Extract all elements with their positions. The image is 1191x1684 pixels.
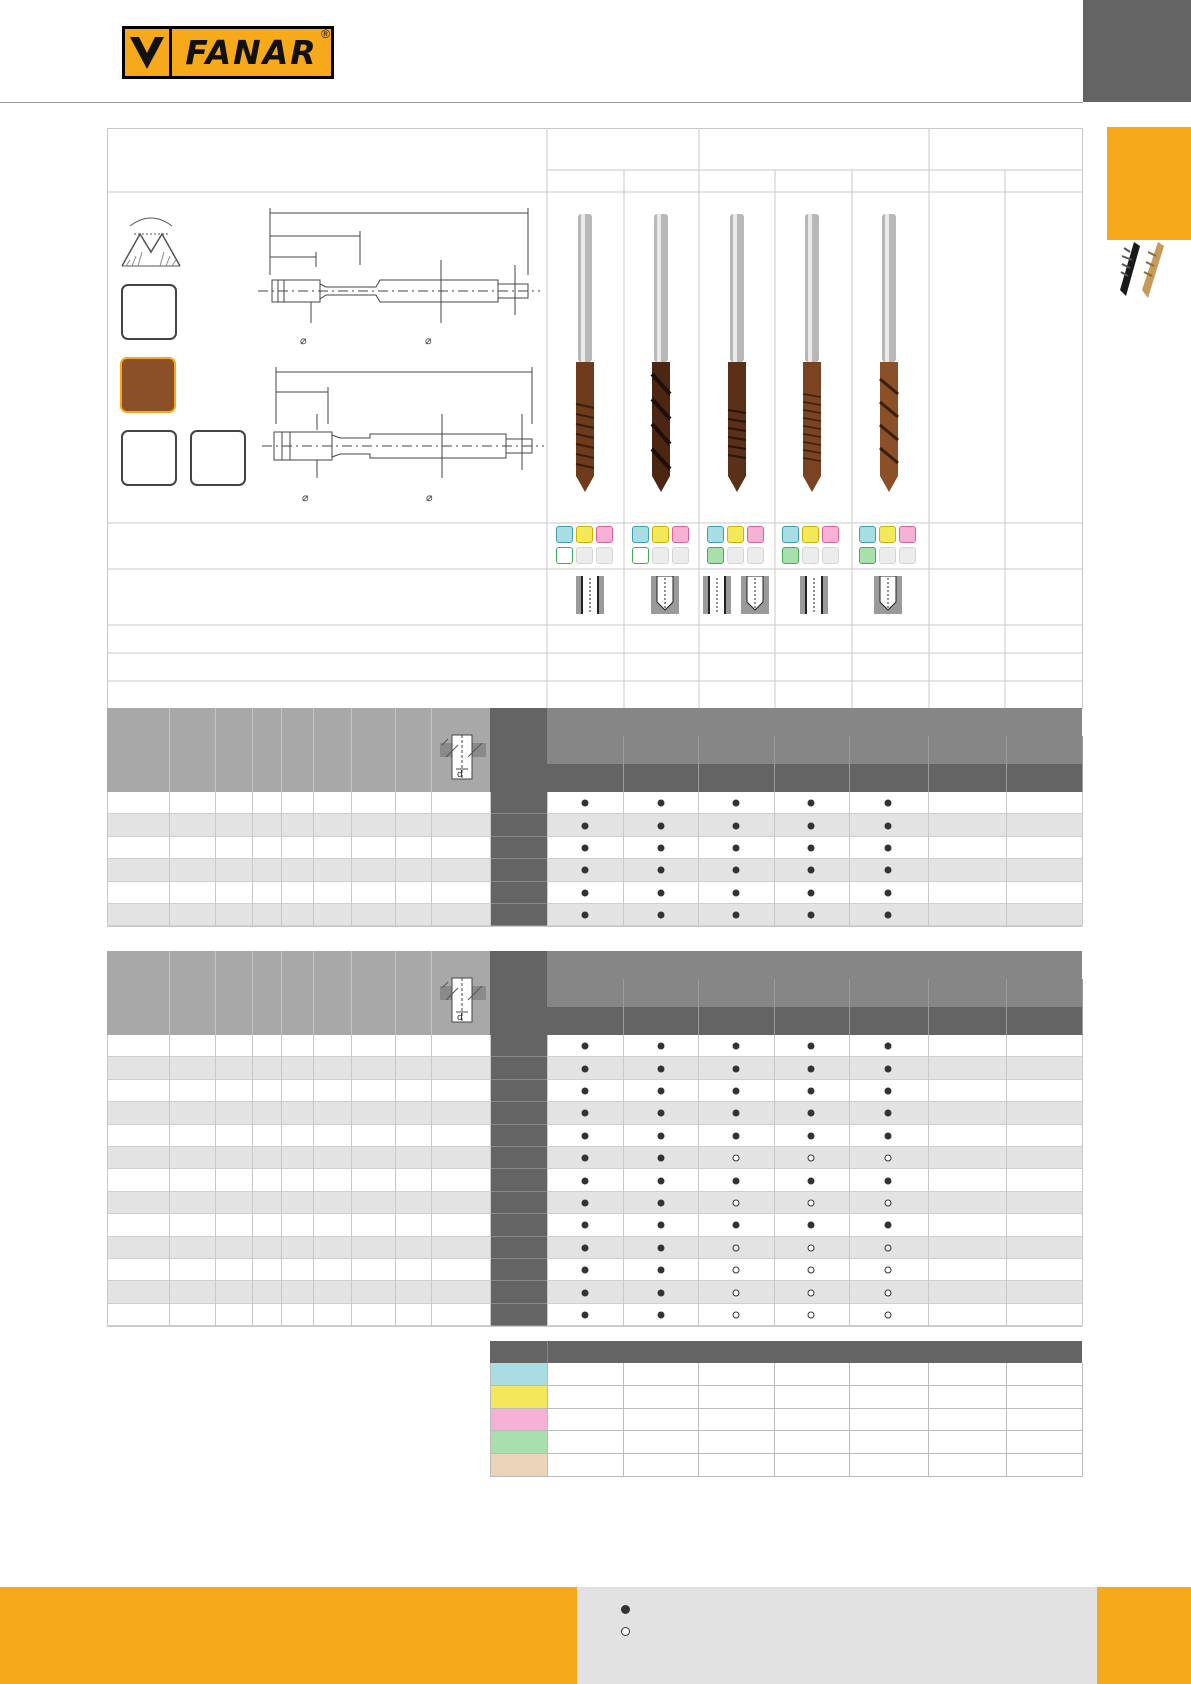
column-divider bbox=[169, 792, 170, 926]
availability-stock-icon bbox=[808, 1177, 815, 1184]
material-swatch-pink bbox=[596, 526, 613, 543]
availability-on-request-icon bbox=[808, 1200, 815, 1207]
column-divider bbox=[1082, 1035, 1083, 1326]
material-swatch-grey bbox=[596, 547, 613, 564]
table-row bbox=[107, 1102, 1082, 1124]
legend-color-green bbox=[490, 1431, 547, 1454]
availability-stock-icon bbox=[658, 1110, 665, 1117]
availability-stock-icon bbox=[658, 1177, 665, 1184]
row-size-cell bbox=[490, 1035, 547, 1057]
header-divider bbox=[774, 979, 775, 1035]
column-divider bbox=[107, 1035, 108, 1326]
material-swatch-yellow bbox=[576, 526, 593, 543]
column-divider bbox=[281, 792, 282, 926]
availability-stock-icon bbox=[885, 1177, 892, 1184]
header-divider bbox=[698, 736, 699, 792]
availability-stock-icon bbox=[733, 1110, 740, 1117]
availability-stock-icon bbox=[582, 1312, 589, 1319]
material-swatch-yellow bbox=[879, 526, 896, 543]
header-divider bbox=[849, 736, 850, 792]
header-divider bbox=[215, 708, 216, 792]
availability-stock-icon bbox=[658, 1043, 665, 1050]
availability-stock-icon bbox=[808, 889, 815, 896]
tap-image-1 bbox=[570, 214, 600, 496]
column-divider bbox=[169, 1035, 170, 1326]
availability-stock-icon bbox=[885, 800, 892, 807]
column-divider bbox=[215, 1035, 216, 1326]
availability-stock-icon bbox=[885, 1222, 892, 1229]
availability-stock-icon bbox=[582, 889, 589, 896]
availability-stock-icon bbox=[733, 1222, 740, 1229]
availability-stock-icon bbox=[808, 1222, 815, 1229]
column-divider bbox=[623, 792, 624, 926]
material-swatch-grey bbox=[899, 547, 916, 564]
tap-drawing-din376 bbox=[262, 364, 552, 510]
table-row bbox=[107, 1169, 1082, 1191]
column-divider bbox=[1006, 792, 1007, 926]
legend-row bbox=[547, 1454, 1082, 1477]
availability-stock-icon bbox=[885, 1132, 892, 1139]
material-swatch-blue bbox=[707, 526, 724, 543]
header-divider bbox=[252, 708, 253, 792]
footer-left-band bbox=[0, 1587, 577, 1684]
material-swatch-yellow bbox=[802, 526, 819, 543]
coating-swatch bbox=[120, 357, 176, 413]
header-divider bbox=[928, 979, 929, 1035]
availability-stock-icon bbox=[733, 889, 740, 896]
through-hole-icon bbox=[800, 576, 828, 614]
logo-wordmark: FANAR bbox=[172, 29, 331, 76]
thread-profile-icon bbox=[120, 212, 182, 270]
availability-stock-icon bbox=[808, 800, 815, 807]
column-divider bbox=[313, 792, 314, 926]
blind-hole-icon bbox=[651, 576, 679, 614]
availability-on-request-icon bbox=[885, 1267, 892, 1274]
legend-divider bbox=[490, 1363, 491, 1477]
availability-on-request-icon bbox=[733, 1200, 740, 1207]
column-divider bbox=[547, 1035, 548, 1326]
availability-stock-icon bbox=[885, 822, 892, 829]
tap-image-5 bbox=[874, 214, 904, 496]
row-size-cell bbox=[490, 1125, 547, 1147]
svg-text:⌀: ⌀ bbox=[300, 334, 307, 347]
legend-color-pink bbox=[490, 1409, 547, 1432]
availability-stock-icon bbox=[733, 1132, 740, 1139]
header-divider bbox=[351, 951, 352, 1035]
material-swatch-grey bbox=[879, 547, 896, 564]
column-divider bbox=[1006, 1035, 1007, 1326]
column-divider bbox=[774, 1035, 775, 1326]
availability-on-request-icon bbox=[808, 1155, 815, 1162]
availability-on-request-icon bbox=[885, 1155, 892, 1162]
row-size-cell bbox=[490, 1169, 547, 1191]
column-divider bbox=[849, 1035, 850, 1326]
material-swatch-grey bbox=[747, 547, 764, 564]
table-row bbox=[107, 1125, 1082, 1147]
availability-stock-icon bbox=[582, 1132, 589, 1139]
header-divider bbox=[928, 736, 929, 792]
material-swatch-pink bbox=[747, 526, 764, 543]
header-divider bbox=[395, 708, 396, 792]
tolerance-box bbox=[121, 430, 177, 486]
header-divider bbox=[215, 951, 216, 1035]
availability-stock-icon bbox=[658, 1244, 665, 1251]
row-size-cell bbox=[490, 1147, 547, 1169]
legend-divider bbox=[623, 1363, 624, 1477]
through-hole-icon bbox=[576, 576, 604, 614]
tool-group-header bbox=[928, 951, 1082, 979]
header-divider bbox=[774, 736, 775, 792]
svg-text:⌀: ⌀ bbox=[426, 491, 433, 504]
legend-divider bbox=[849, 1363, 850, 1477]
tool-group-header bbox=[547, 708, 928, 736]
availability-stock-icon bbox=[582, 1267, 589, 1274]
availability-on-request-icon bbox=[733, 1312, 740, 1319]
availability-stock-icon bbox=[582, 845, 589, 852]
header-divider bbox=[849, 979, 850, 1035]
column-divider bbox=[252, 792, 253, 926]
availability-stock-icon bbox=[658, 889, 665, 896]
column-divider bbox=[313, 1035, 314, 1326]
availability-stock-icon bbox=[808, 845, 815, 852]
availability-on-request-icon bbox=[808, 1267, 815, 1274]
legend-divider bbox=[1006, 1363, 1007, 1477]
header-divider bbox=[623, 736, 624, 792]
header-divider bbox=[169, 951, 170, 1035]
availability-stock-icon bbox=[582, 1088, 589, 1095]
availability-stock-icon bbox=[582, 1200, 589, 1207]
legend-row bbox=[547, 1431, 1082, 1454]
legend-divider bbox=[547, 1363, 548, 1477]
logo-mark-icon bbox=[125, 29, 169, 76]
column-divider bbox=[774, 792, 775, 926]
column-divider bbox=[623, 1035, 624, 1326]
availability-stock-icon bbox=[808, 1088, 815, 1095]
tap-image-2 bbox=[646, 214, 676, 496]
tool-subheader bbox=[547, 979, 1082, 1007]
row-size-cell bbox=[490, 1192, 547, 1214]
taps-thumbnail-icon bbox=[1110, 240, 1191, 302]
legend-color-beige bbox=[490, 1454, 547, 1477]
table-row bbox=[107, 1147, 1082, 1169]
table-row bbox=[107, 837, 1082, 859]
brand-logo bbox=[122, 26, 334, 79]
availability-stock-icon bbox=[733, 1088, 740, 1095]
availability-stock-icon bbox=[582, 1289, 589, 1296]
availability-stock-icon bbox=[808, 1065, 815, 1072]
availability-stock-icon bbox=[582, 1065, 589, 1072]
row-size-cell bbox=[490, 1304, 547, 1326]
availability-stock-icon bbox=[658, 1289, 665, 1296]
availability-stock-icon bbox=[582, 1177, 589, 1184]
material-swatch-grey bbox=[652, 547, 669, 564]
header-divider bbox=[313, 951, 314, 1035]
table-bottom-border bbox=[107, 1326, 1082, 1327]
legend-row bbox=[547, 1409, 1082, 1432]
header-divider bbox=[1082, 979, 1083, 1035]
row-size-cell bbox=[490, 1281, 547, 1303]
column-divider bbox=[1082, 792, 1083, 926]
availability-on-request-icon bbox=[885, 1244, 892, 1251]
availability-on-request-icon bbox=[885, 1312, 892, 1319]
column-divider bbox=[395, 792, 396, 926]
material-swatch-white bbox=[556, 547, 573, 564]
row-size-cell bbox=[490, 1102, 547, 1124]
availability-stock-icon bbox=[658, 845, 665, 852]
availability-stock-icon bbox=[808, 912, 815, 919]
table-row bbox=[107, 859, 1082, 881]
header-divider bbox=[1082, 736, 1083, 792]
tap-image-4 bbox=[797, 214, 827, 496]
header-divider bbox=[431, 708, 432, 792]
column-divider bbox=[698, 1035, 699, 1326]
availability-stock-icon bbox=[582, 1110, 589, 1117]
availability-on-request-icon bbox=[733, 1289, 740, 1296]
legend-row bbox=[547, 1386, 1082, 1409]
legend-divider bbox=[774, 1363, 775, 1477]
page-corner-block bbox=[1083, 0, 1191, 102]
material-swatch-blue bbox=[556, 526, 573, 543]
material-swatch-pink bbox=[822, 526, 839, 543]
empty-circle-icon bbox=[621, 1627, 630, 1636]
availability-on-request-icon bbox=[885, 1289, 892, 1296]
legend-divider bbox=[698, 1363, 699, 1477]
material-swatch-grey bbox=[802, 547, 819, 564]
material-swatch-green bbox=[707, 547, 724, 564]
availability-stock-icon bbox=[808, 1110, 815, 1117]
availability-on-request-icon bbox=[808, 1312, 815, 1319]
header-divider bbox=[1006, 736, 1007, 792]
table-bottom-border bbox=[107, 926, 1082, 927]
table-row bbox=[107, 1259, 1082, 1281]
table-row bbox=[107, 1080, 1082, 1102]
availability-stock-icon bbox=[733, 867, 740, 874]
column-divider bbox=[490, 792, 491, 926]
material-swatch-blue bbox=[859, 526, 876, 543]
column-divider bbox=[215, 792, 216, 926]
tool-group-header bbox=[928, 708, 1082, 736]
column-divider bbox=[395, 1035, 396, 1326]
availability-stock-icon bbox=[582, 1043, 589, 1050]
availability-stock-icon bbox=[885, 845, 892, 852]
material-swatch-yellow bbox=[652, 526, 669, 543]
blind-hole-icon bbox=[874, 576, 902, 614]
availability-stock-icon bbox=[582, 1222, 589, 1229]
table-row bbox=[107, 1035, 1082, 1057]
availability-stock-icon bbox=[808, 1132, 815, 1139]
row-size-cell bbox=[490, 859, 547, 881]
availability-on-request-icon bbox=[733, 1155, 740, 1162]
availability-stock-icon bbox=[582, 1155, 589, 1162]
availability-stock-icon bbox=[658, 1222, 665, 1229]
material-swatch-white bbox=[632, 547, 649, 564]
header-divider bbox=[281, 708, 282, 792]
tap-drawing-din371 bbox=[258, 205, 548, 355]
column-divider bbox=[351, 1035, 352, 1326]
material-swatch-green bbox=[859, 547, 876, 564]
legend-color-yellow bbox=[490, 1386, 547, 1409]
availability-stock-icon bbox=[733, 800, 740, 807]
material-swatch-grey bbox=[727, 547, 744, 564]
table-header bbox=[107, 951, 490, 1035]
header-divider bbox=[431, 951, 432, 1035]
availability-stock-icon bbox=[885, 1065, 892, 1072]
header-divider bbox=[698, 979, 699, 1035]
header-divider bbox=[395, 951, 396, 1035]
row-size-cell bbox=[490, 1057, 547, 1079]
availability-stock-icon bbox=[658, 1200, 665, 1207]
availability-stock-icon bbox=[733, 1043, 740, 1050]
availability-stock-icon bbox=[733, 1177, 740, 1184]
header-divider bbox=[351, 708, 352, 792]
availability-stock-icon bbox=[582, 912, 589, 919]
svg-text:d: d bbox=[457, 770, 463, 780]
legend-divider bbox=[928, 1363, 929, 1477]
footer-legend-panel bbox=[577, 1587, 1097, 1684]
availability-stock-icon bbox=[658, 1267, 665, 1274]
availability-stock-icon bbox=[733, 822, 740, 829]
header-divider bbox=[623, 979, 624, 1035]
row-size-cell bbox=[490, 814, 547, 836]
column-divider bbox=[431, 1035, 432, 1326]
material-swatch-blue bbox=[632, 526, 649, 543]
header-divider bbox=[169, 708, 170, 792]
table-row bbox=[107, 1192, 1082, 1214]
header-divider bbox=[1006, 979, 1007, 1035]
row-size-cell bbox=[490, 904, 547, 926]
table-row bbox=[107, 1237, 1082, 1259]
row-size-cell bbox=[490, 1259, 547, 1281]
column-divider bbox=[107, 792, 108, 926]
availability-stock-icon bbox=[733, 845, 740, 852]
material-box bbox=[121, 284, 177, 340]
column-divider bbox=[431, 792, 432, 926]
availability-stock-icon bbox=[733, 1065, 740, 1072]
availability-on-request-icon bbox=[885, 1200, 892, 1207]
column-divider bbox=[490, 1035, 491, 1326]
svg-text:⌀: ⌀ bbox=[425, 334, 432, 347]
tapping-depth-icon bbox=[438, 976, 488, 1026]
availability-stock-icon bbox=[808, 867, 815, 874]
tool-group-header bbox=[547, 951, 928, 979]
availability-on-request-icon bbox=[733, 1244, 740, 1251]
table-row bbox=[107, 882, 1082, 904]
availability-stock-icon bbox=[658, 1132, 665, 1139]
column-divider bbox=[281, 1035, 282, 1326]
column-divider bbox=[698, 792, 699, 926]
table-row bbox=[107, 1281, 1082, 1303]
legend-color-blue bbox=[490, 1363, 547, 1386]
tool-subheader bbox=[547, 736, 1082, 764]
availability-stock-icon bbox=[582, 867, 589, 874]
header-divider bbox=[252, 951, 253, 1035]
material-swatch-grey bbox=[672, 547, 689, 564]
column-divider bbox=[928, 1035, 929, 1326]
availability-stock-icon bbox=[658, 1312, 665, 1319]
header-divider bbox=[0, 102, 1083, 103]
table-row bbox=[107, 1057, 1082, 1079]
registered-mark: ® bbox=[321, 27, 330, 41]
legend-header bbox=[490, 1341, 1082, 1363]
row-size-cell bbox=[490, 792, 547, 814]
row-size-cell bbox=[490, 882, 547, 904]
table-row bbox=[107, 1304, 1082, 1326]
availability-stock-icon bbox=[658, 867, 665, 874]
svg-text:d: d bbox=[457, 1013, 463, 1023]
material-swatch-green bbox=[782, 547, 799, 564]
table-row bbox=[107, 792, 1082, 814]
header-divider bbox=[281, 951, 282, 1035]
through-hole-icon bbox=[703, 576, 731, 614]
filled-circle-icon bbox=[621, 1605, 630, 1614]
tapping-depth-icon bbox=[438, 733, 488, 783]
availability-stock-icon bbox=[808, 1043, 815, 1050]
availability-stock-icon bbox=[885, 1110, 892, 1117]
row-size-cell bbox=[490, 1237, 547, 1259]
tap-image-3 bbox=[722, 214, 752, 496]
availability-stock-icon bbox=[885, 1088, 892, 1095]
availability-stock-icon bbox=[582, 800, 589, 807]
availability-stock-icon bbox=[885, 912, 892, 919]
row-size-cell bbox=[490, 837, 547, 859]
availability-stock-icon bbox=[658, 912, 665, 919]
availability-stock-icon bbox=[658, 1065, 665, 1072]
material-swatch-blue bbox=[782, 526, 799, 543]
availability-stock-icon bbox=[885, 1043, 892, 1050]
material-swatch-grey bbox=[576, 547, 593, 564]
column-divider bbox=[547, 792, 548, 926]
material-swatch-pink bbox=[672, 526, 689, 543]
legend-divider bbox=[547, 1341, 548, 1363]
footer-right-band bbox=[1097, 1587, 1191, 1684]
table-row bbox=[107, 904, 1082, 926]
column-divider bbox=[351, 792, 352, 926]
header-divider bbox=[313, 708, 314, 792]
material-swatch-yellow bbox=[727, 526, 744, 543]
legend-divider bbox=[1082, 1363, 1083, 1477]
table-header bbox=[107, 708, 490, 792]
availability-stock-icon bbox=[658, 1155, 665, 1162]
column-divider bbox=[928, 792, 929, 926]
availability-stock-icon bbox=[885, 889, 892, 896]
availability-stock-icon bbox=[658, 822, 665, 829]
svg-text:⌀: ⌀ bbox=[302, 491, 309, 504]
row-size-cell bbox=[490, 1214, 547, 1236]
availability-on-request-icon bbox=[808, 1244, 815, 1251]
availability-stock-icon bbox=[733, 912, 740, 919]
availability-stock-icon bbox=[658, 800, 665, 807]
section-tab[interactable] bbox=[1107, 127, 1191, 240]
row-size-cell bbox=[490, 1080, 547, 1102]
column-divider bbox=[849, 792, 850, 926]
legend-row bbox=[547, 1363, 1082, 1386]
material-swatch-grey bbox=[822, 547, 839, 564]
column-divider bbox=[252, 1035, 253, 1326]
availability-on-request-icon bbox=[733, 1267, 740, 1274]
table-row bbox=[107, 1214, 1082, 1236]
availability-stock-icon bbox=[808, 822, 815, 829]
availability-on-request-icon bbox=[808, 1289, 815, 1296]
availability-stock-icon bbox=[658, 1088, 665, 1095]
availability-stock-icon bbox=[885, 867, 892, 874]
table-row bbox=[107, 814, 1082, 836]
material-swatch-pink bbox=[899, 526, 916, 543]
availability-stock-icon bbox=[582, 1244, 589, 1251]
availability-stock-icon bbox=[582, 822, 589, 829]
standard-box bbox=[190, 430, 246, 486]
blind-hole-icon bbox=[741, 576, 769, 614]
